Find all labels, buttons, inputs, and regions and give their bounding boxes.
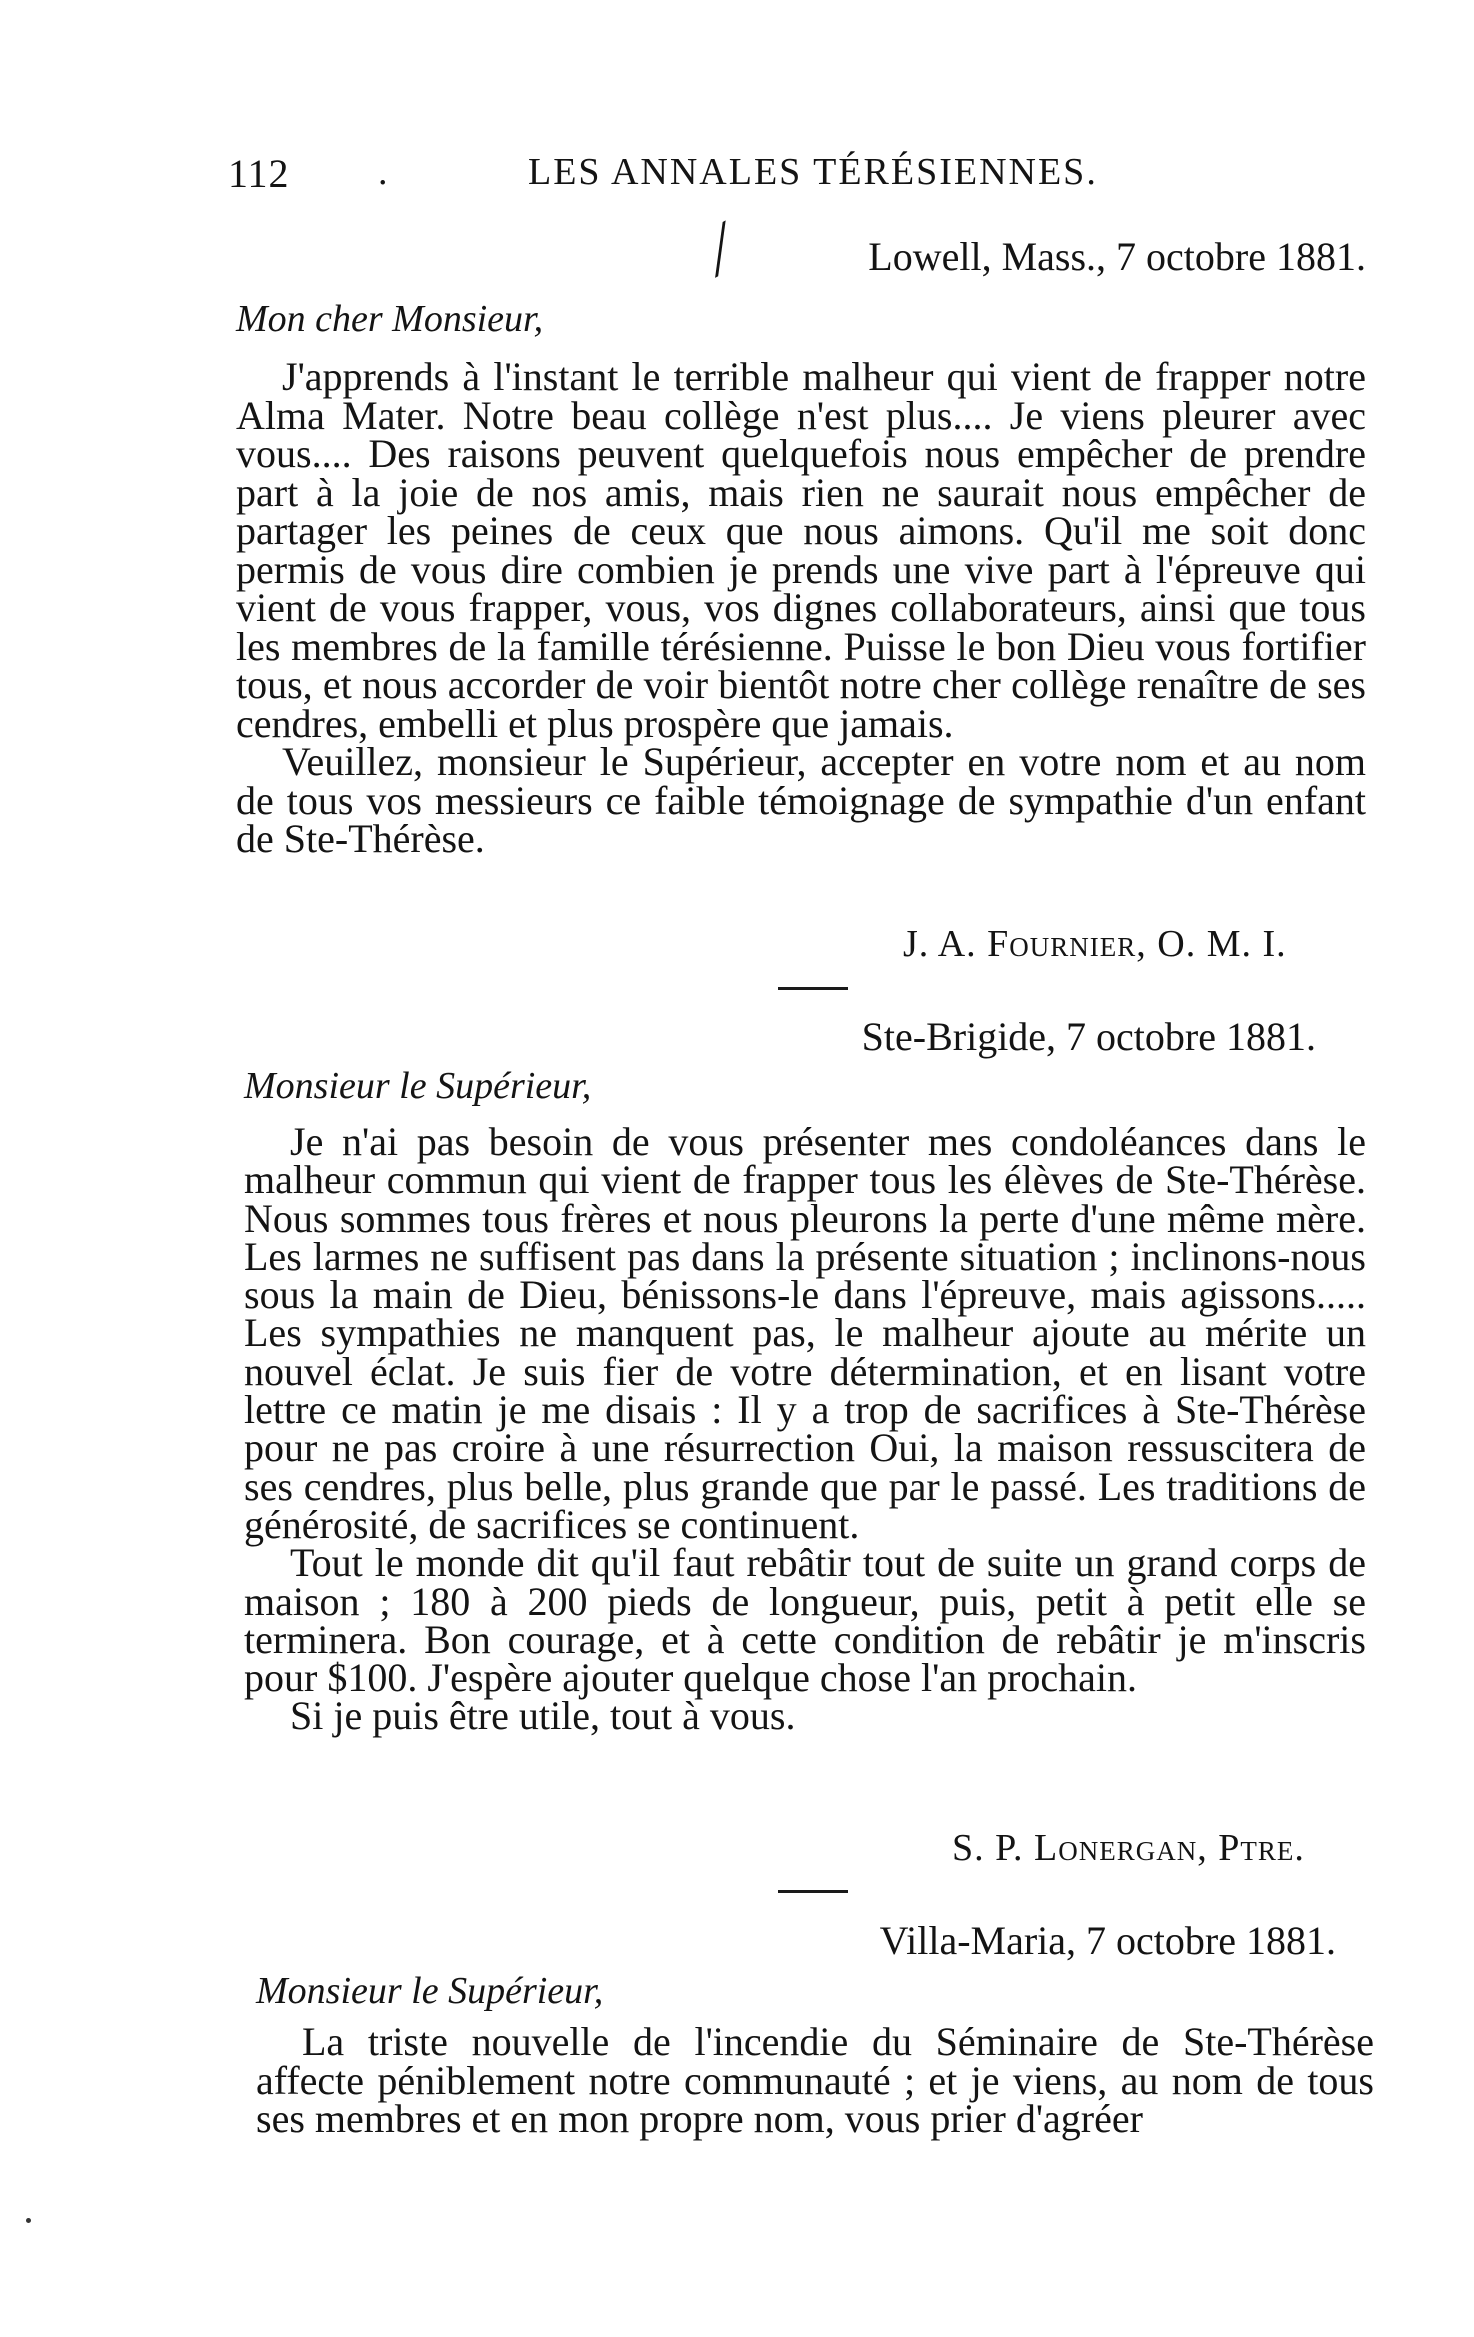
letter-2-body bbox=[244, 1119, 1366, 1739]
header-separator: . bbox=[378, 151, 389, 193]
ink-mark-icon: ∕ bbox=[697, 212, 744, 287]
letter-1-paragraph-1: J'apprends à l'instant le terrible malheur qui vient de frapper notre Alma Mater. Notre beau collège n'est plus.... Je viens pleurer avec vous.... Des raisons peuvent quelquefois nous empêcher de prendre part à la joie de nos amis, mais rien ne saurait nous empêcher de partager les peines de ceux que nous aimons. Qu'il me soit donc permis de vous dire combien je prends une vive part à l'épreuve qui vient de vous frapper, vous, vos dignes collaborateurs, ainsi que tous les membres de la famille térésienne. Puisse le bon Dieu vous fortifier tous, et nous accorder de voir bientôt notre cher collège renaître de ses cendres, embelli et plus prospère que jamais. bbox=[236, 354, 1366, 746]
page-number: 112 bbox=[228, 151, 290, 196]
letter-2-paragraph-1: Je n'ai pas besoin de vous présenter mes condoléances dans le malheur commun qui vient de frapper tous les élèves de Ste-Thérèse. Nous sommes tous frères et nous pleurons la perte d'une même mère. Les larmes ne suffisent pas dans la présente situation ; inclinons-nous sous la main de Dieu, bénissons-le dans l'épreuve, mais agissons..... Les sympathies ne manquent pas, le malheur ajoute au mérite un nouvel éclat. Je suis fier de votre détermination, et en lisant votre lettre ce matin je me disais : Il y a trop de sacrifices à Ste-Thérèse pour ne pas croire à une résurrection Oui, la maison ressuscitera de ses cendres, plus belle, plus grande que par le passé. Les traditions de générosité, de sacrifices se continuent. bbox=[244, 1119, 1366, 1547]
stray-ink-dot bbox=[26, 2218, 31, 2223]
separator-rule-2 bbox=[778, 1890, 848, 1893]
letter-3-dateline: Villa-Maria, 7 octobre 1881. bbox=[879, 1918, 1336, 1963]
letter-2-paragraph-3: Si je puis être utile, tout à vous. bbox=[290, 1693, 796, 1739]
running-title: LES ANNALES TÉRÉSIENNES. bbox=[528, 151, 1098, 193]
separator-rule-1 bbox=[778, 987, 848, 990]
letter-2-dateline: Ste-Brigide, 7 octobre 1881. bbox=[861, 1014, 1316, 1059]
letter-3-body bbox=[256, 2019, 1374, 2141]
letter-1-paragraph-2: Veuillez, monsieur le Supérieur, accepter en votre nom et au nom de tous vos messieurs ce faible témoignage de sympathie d'un enfant de Ste-Thérèse. bbox=[236, 739, 1366, 861]
letter-2-signature: S. P. Lonergan, Ptre. bbox=[952, 1827, 1305, 1869]
letter-3-paragraph-1: La triste nouvelle de l'incendie du Séminaire de Ste-Thérèse affecte péniblement notre communauté ; et je viens, au nom de tous ses membres et en mon propre nom, vous prier d'agréer bbox=[256, 2019, 1374, 2141]
letter-1-dateline: Lowell, Mass., 7 octobre 1881. bbox=[868, 234, 1366, 279]
letter-3-salutation: Monsieur le Supérieur, bbox=[256, 1970, 604, 2012]
letter-1-body bbox=[236, 354, 1366, 861]
letter-2-paragraph-2: Tout le monde dit qu'il faut rebâtir tout de suite un grand corps de maison ; 180 à 200 pieds de longueur, puis, petit à petit elle se terminera. Bon courage, et à cette condition de rebâtir je m'inscris pour $100. J'espère ajouter quelque chose l'an prochain. bbox=[244, 1540, 1366, 1701]
letter-1-signature: J. A. Fournier, O. M. I. bbox=[903, 923, 1287, 965]
letter-2-salutation: Monsieur le Supérieur, bbox=[244, 1065, 592, 1107]
letter-1-salutation: Mon cher Monsieur, bbox=[236, 298, 544, 340]
